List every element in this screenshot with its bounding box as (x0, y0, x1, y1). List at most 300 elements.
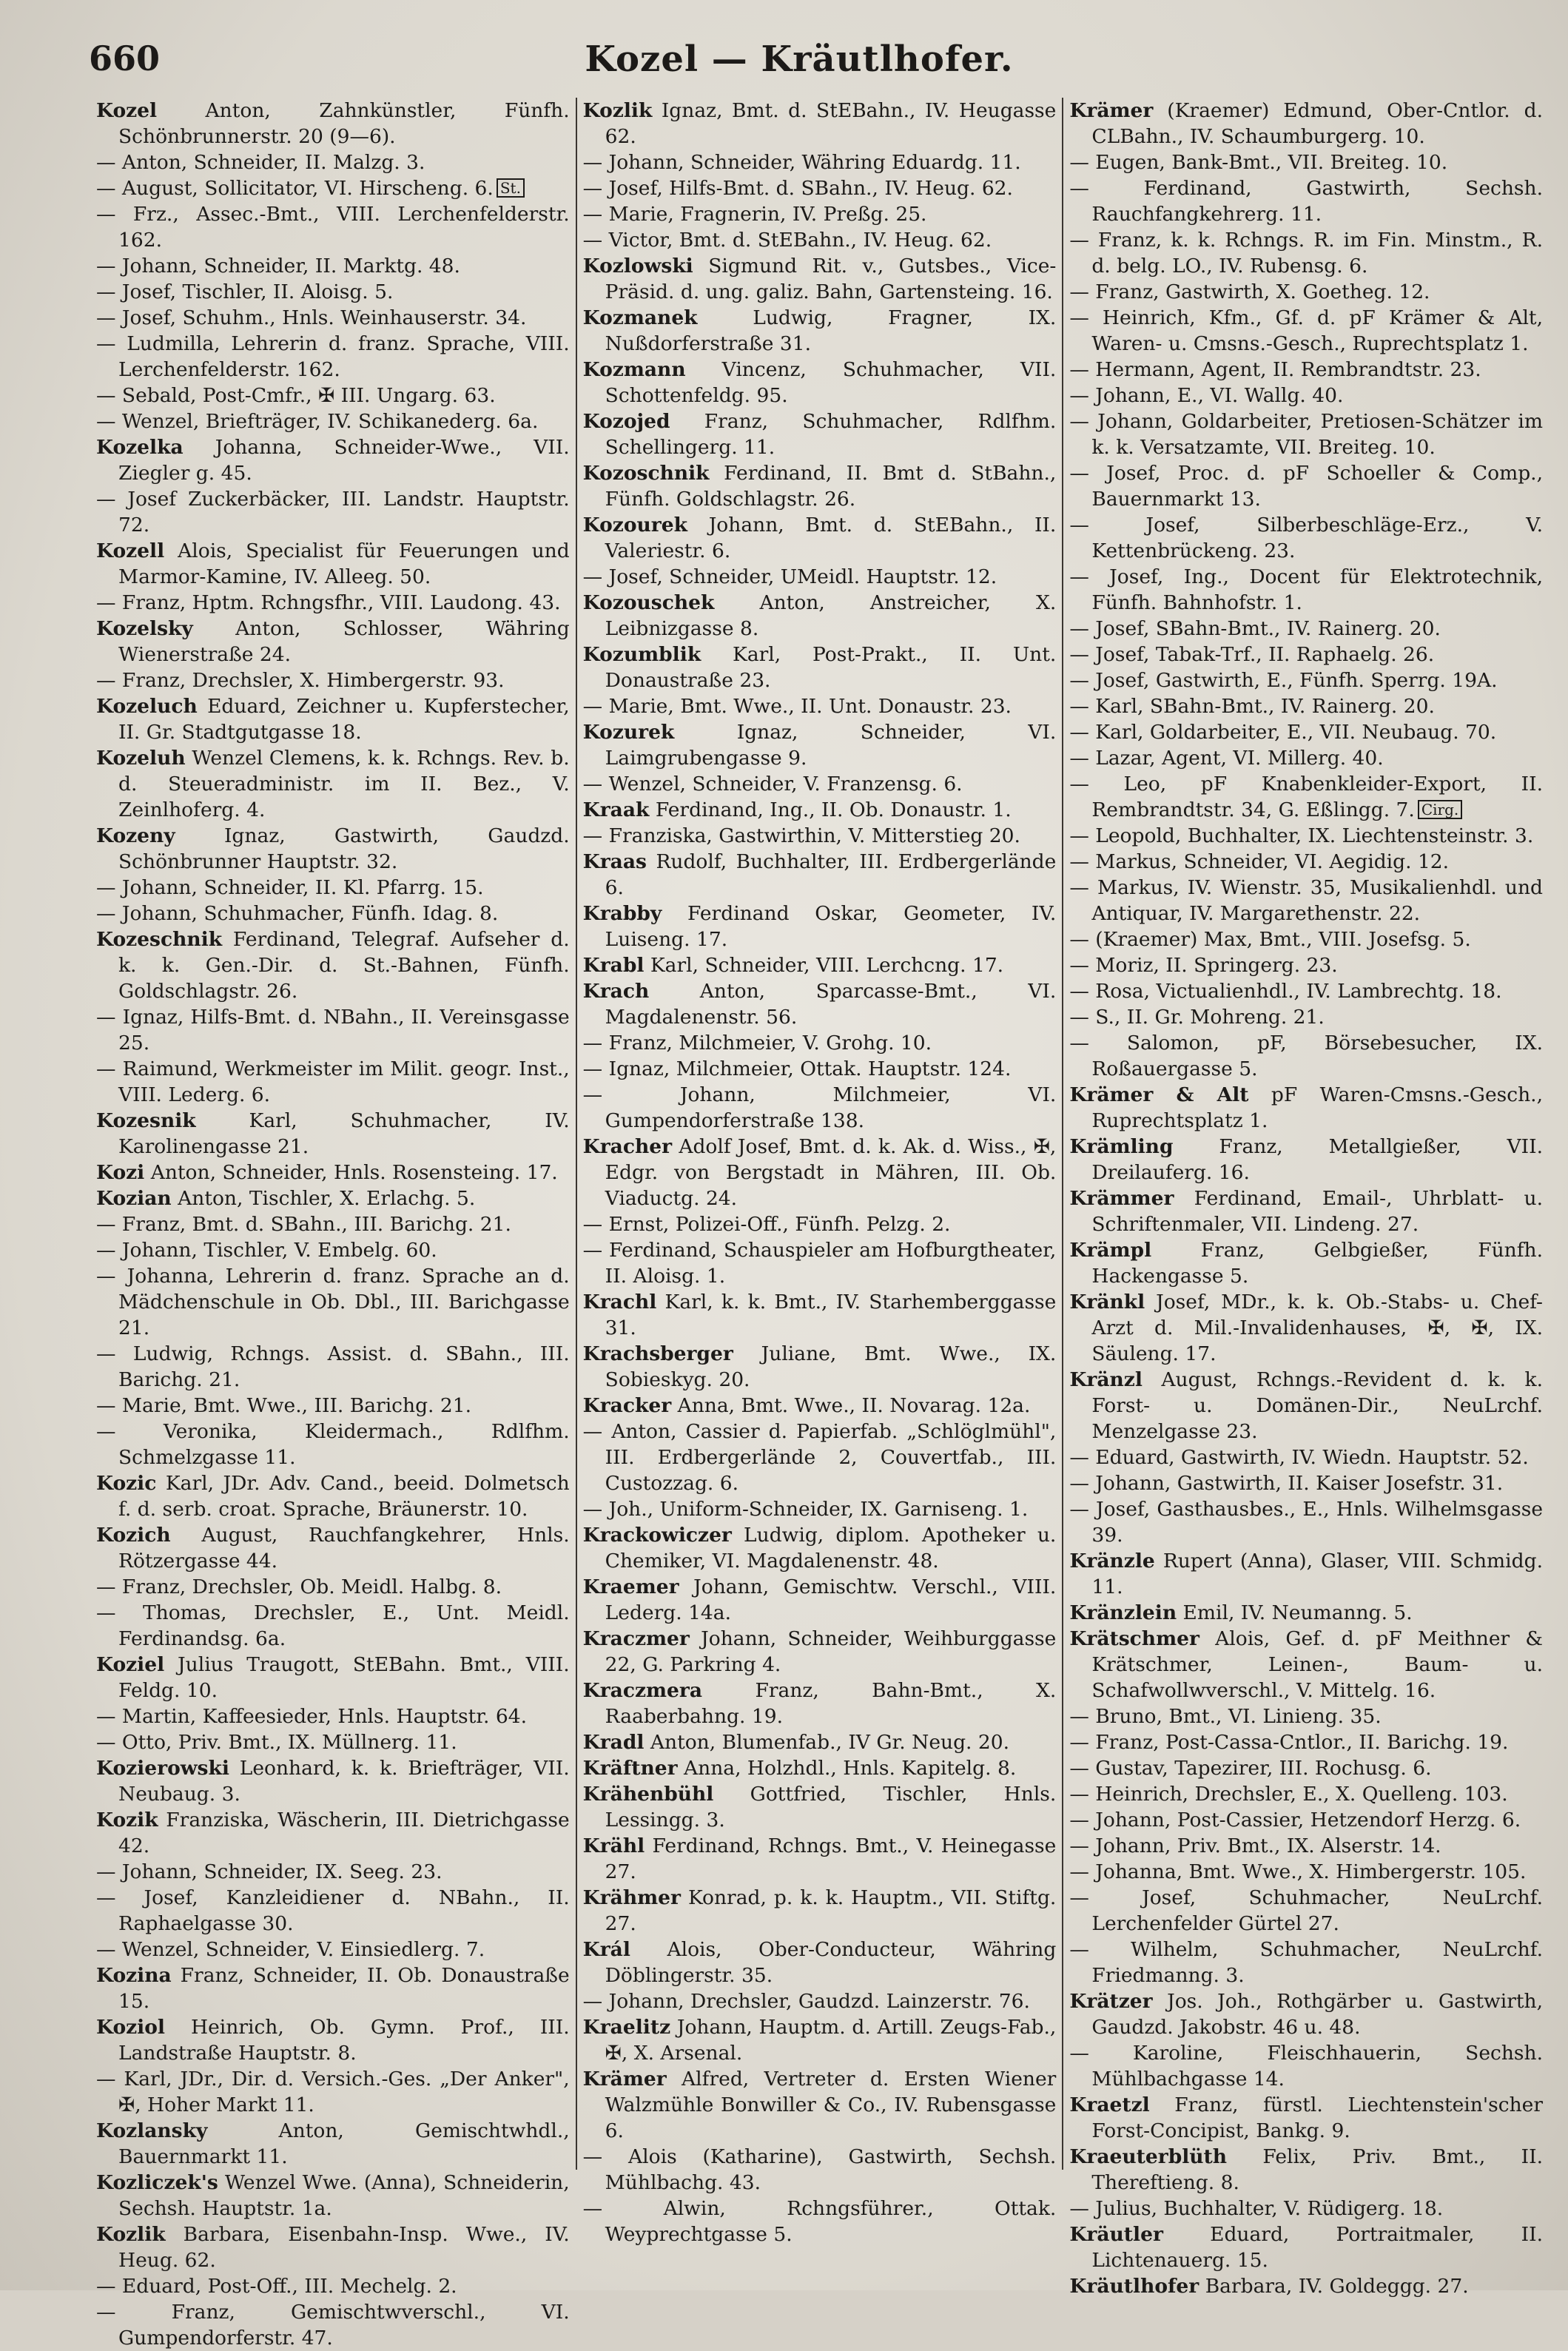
directory-entry (1069, 823, 1543, 849)
entry-details: — Ignaz, Milchmeier, Ottak. Hauptstr. 124. (582, 1057, 1012, 1080)
entry-details: Alfred, Vertreter d. Ersten Wiener Walzmühle Bonwiller & Co., IV. Rubensgasse 6. (605, 2068, 1057, 2142)
entry-surname: Kozich (96, 1524, 171, 1547)
entry-details: Ignaz, Gastwirth, Gaudzd. Schönbrunner Hauptstr. 32. (118, 824, 570, 873)
directory-entry (583, 1729, 1057, 1755)
directory-entry (583, 590, 1057, 642)
directory-entry (96, 1419, 570, 1470)
directory-entry (1069, 1030, 1543, 1082)
directory-entry (1069, 2092, 1543, 2144)
entry-details: — Raimund, Werkmeister im Milit. geogr. Inst., VIII. Lederg. 6. (96, 1057, 570, 1106)
entry-details: — Johann, Priv. Bmt., IX. Alserstr. 14. (1069, 1834, 1441, 1857)
directory-entry (1069, 98, 1543, 149)
directory-entry (1069, 875, 1543, 926)
entry-surname: Kozlowski (582, 255, 693, 278)
entry-details: — Johann, Goldarbeiter, Pretiosen-Schätzer im k. k. Versatzamte, VII. Breiteg. 10. (1069, 410, 1544, 459)
entry-details: — Leo, pF Knabenkleider-Export, II. Rembrandtstr. 34, G. Eßlingg. 7. (1069, 773, 1544, 821)
entry-details: — Gustav, Tapezirer, III. Rochusg. 6. (1069, 1757, 1432, 1780)
directory-entry (96, 538, 570, 590)
directory-entry (583, 1781, 1057, 1833)
entry-surname: Kozeschnik (96, 928, 223, 951)
entry-details: — Lazar, Agent, VI. Millerg. 40. (1069, 747, 1384, 770)
directory-entry (96, 1160, 570, 1185)
directory-entry (96, 2014, 570, 2066)
directory-entry (96, 1522, 570, 1574)
entry-surname: Krabl (582, 954, 645, 977)
entry-details: August, Rauchfangkehrer, Hnls. Rötzergasse 44. (118, 1524, 570, 1573)
directory-entry (96, 667, 570, 693)
directory-entry (583, 1056, 1057, 1082)
directory-entry (1069, 1082, 1543, 1134)
entry-details: — Wilhelm, Schuhmacher, NeuLrchf. Friedmanng. 3. (1069, 1938, 1544, 1987)
entry-surname: Krähmer (582, 1886, 681, 1909)
directory-entry (96, 1185, 570, 1211)
directory-entry (96, 1807, 570, 1859)
entry-details: — Thomas, Drechsler, E., Unt. Meidl. Ferdinandsg. 6a. (96, 1601, 570, 1650)
entry-details: — Karl, Goldarbeiter, E., VII. Neubaug. 70. (1069, 721, 1497, 744)
directory-entry (96, 1885, 570, 1937)
directory-entry (96, 926, 570, 1004)
entry-surname: Kozel (96, 99, 158, 122)
entry-details: — Johann, Schneider, II. Kl. Pfarrg. 15. (96, 876, 484, 899)
directory-entry (1069, 642, 1543, 667)
directory-entry (96, 2170, 570, 2221)
entry-details: — Johann, Tischler, V. Embelg. 60. (96, 1239, 437, 1262)
entry-details: — Veronika, Kleidermach., Rdlfhm. Schmelzgasse 11. (96, 1420, 570, 1469)
entry-surname: Krähl (582, 1834, 645, 1857)
directory-entry (96, 331, 570, 383)
entry-details: Franz, Bahn-Bmt., X. Raaberbahng. 19. (605, 1679, 1057, 1728)
directory-entry (583, 2066, 1057, 2144)
entry-surname: Krackowiczer (582, 1524, 732, 1547)
entry-surname: Kozojed (582, 410, 670, 433)
entry-surname: Kränzle (1069, 1550, 1155, 1573)
entry-details: — Johanna, Bmt. Wwe., X. Himbergerstr. 105. (1069, 1860, 1527, 1883)
directory-entry (96, 1600, 570, 1652)
directory-entry (583, 719, 1057, 771)
entry-details: Anton, Anstreicher, X. Leibnizgasse 8. (605, 591, 1057, 640)
entry-details: Anton, Schlosser, Währing Wienerstraße 24. (118, 617, 570, 666)
entry-details: — Karoline, Fleischhauerin, Sechsh. Mühlbachgasse 14. (1069, 2042, 1544, 2091)
entry-details: Franz, Metallgießer, VII. Dreilauferg. 16. (1091, 1135, 1543, 1184)
entry-details: — Johann, Schuhmacher, Fünfh. Idag. 8. (96, 902, 499, 925)
directory-entry (96, 901, 570, 926)
entry-details: — Alwin, Rchngsführer., Ottak. Weyprechtgasse 5. (582, 2197, 1057, 2246)
directory-entry (1069, 1781, 1543, 1807)
entry-surname: Krähenbühl (582, 1783, 714, 1806)
directory-entry (96, 1859, 570, 1885)
entry-surname: Král (582, 1938, 630, 1961)
entry-surname: Krämling (1069, 1135, 1174, 1158)
entry-details: (Kraemer) Edmund, Ober-Cntlor. d. CLBahn., IV. Schaumburgerg. 10. (1091, 99, 1544, 148)
directory-entry (96, 745, 570, 823)
directory-entry (96, 2221, 570, 2273)
entry-details: Johann, Gemischtw. Verschl., VIII. Lederg. 14a. (605, 1575, 1057, 1624)
directory-entry (1069, 1729, 1543, 1755)
directory-entry (1069, 1470, 1543, 1496)
column-left (96, 98, 570, 2350)
entry-surname: Kozliczek's (96, 2171, 218, 2194)
directory-entry (96, 279, 570, 305)
entry-surname: Koziel (96, 1653, 165, 1676)
entry-surname: Kozesnik (96, 1109, 196, 1132)
entry-details: Konrad, p. k. k. Hauptm., VII. Stiftg. 27. (605, 1886, 1057, 1935)
entry-surname: Kozeny (96, 824, 175, 847)
directory-entry (96, 1237, 570, 1263)
entry-details: — Ferdinand, Gastwirth, Sechsh. Rauchfangkehrerg. 11. (1069, 177, 1544, 226)
directory-entry (96, 1962, 570, 2014)
directory-entry (1069, 2040, 1543, 2092)
entry-surname: Kozierowski (96, 1757, 229, 1780)
entry-surname: Krämer (1069, 99, 1154, 122)
directory-entry (583, 1496, 1057, 1522)
directory-entry (1069, 978, 1543, 1004)
entry-details: Ignaz, Bmt. d. StEBahn., IV. Heugasse 62. (605, 99, 1057, 148)
directory-entry (1069, 616, 1543, 642)
directory-entry (1069, 357, 1543, 383)
entry-surname: Kraeuterblüth (1069, 2145, 1228, 2168)
directory-entry (583, 227, 1057, 253)
directory-entry (583, 1937, 1057, 1988)
directory-entry (96, 693, 570, 745)
directory-entry (96, 1056, 570, 1108)
entry-details: — Josef, Proc. d. pF Schoeller & Comp., Bauernmarkt 13. (1069, 462, 1544, 511)
directory-entry (583, 1393, 1057, 1419)
directory-entry (96, 434, 570, 486)
entry-details: — Heinrich, Kfm., Gf. d. pF Krämer & Alt, Waren- u. Cmsns.-Gesch., Ruprechtsplatz 1. (1069, 306, 1544, 355)
directory-entry (96, 1211, 570, 1237)
entry-surname: Kozelsky (96, 617, 193, 640)
entry-details: — Johann, E., VI. Wallg. 40. (1069, 384, 1344, 407)
entry-details: — Franz, Drechsler, Ob. Meidl. Halbg. 8. (96, 1575, 502, 1598)
directory-entry (583, 305, 1057, 357)
directory-entry (1069, 1833, 1543, 1859)
directory-entry (96, 1652, 570, 1703)
entry-details: — Josef, Gasthausbes., E., Hnls. Wilhelmsgasse 39. (1069, 1498, 1544, 1547)
entry-details: Johann, Bmt. d. StEBahn., II. Valeriestr. 6. (605, 514, 1057, 562)
directory-entry (1069, 1237, 1543, 1289)
entry-details: — Marie, Fragnerin, IV. Preßg. 25. (582, 203, 927, 226)
entry-details: Ludwig, Fragner, IX. Nußdorferstraße 31. (605, 306, 1057, 355)
entry-details: — Martin, Kaffeesieder, Hnls. Hauptstr. 64. (96, 1705, 528, 1728)
directory-entry (96, 1703, 570, 1729)
directory-entry (1069, 745, 1543, 771)
entry-details: — Franz, Hptm. Rchngsfhr., VIII. Laudong. 43. (96, 591, 561, 614)
entry-details: — Franz, Drechsler, X. Himbergerstr. 93. (96, 669, 505, 692)
directory-entry (96, 253, 570, 279)
entry-surname: Krätzer (1069, 1990, 1153, 2013)
entry-details: Heinrich, Ob. Gymn. Prof., III. Landstraße Hauptstr. 8. (118, 2016, 570, 2065)
entry-details: Barbara, IV. Goldeggg. 27. (1205, 2275, 1469, 2298)
entry-surname: Kradl (582, 1731, 645, 1754)
directory-entry (583, 1833, 1057, 1885)
directory-entry (96, 1108, 570, 1160)
directory-entry (583, 149, 1057, 175)
directory-entry (96, 616, 570, 667)
entry-details: Franz, Schuhmacher, Rdlfhm. Schellingerg. 11. (605, 410, 1057, 459)
directory-entry (1069, 1004, 1543, 1030)
entry-details: — Ernst, Polizei-Off., Fünfh. Pelzg. 2. (582, 1213, 951, 1236)
entry-details: — Wenzel, Schneider, V. Einsiedlerg. 7. (96, 1938, 485, 1961)
directory-entry (1069, 2221, 1543, 2273)
entry-details: Adolf Josef, Bmt. d. k. Ak. d. Wiss., ✠, Edgr. von Bergstadt in Mähren, III. Ob. Viaductg. 24. (605, 1135, 1057, 1210)
directory-entry (1069, 719, 1543, 745)
entry-details: Leonhard, k. k. Briefträger, VII. Neubaug. 3. (118, 1757, 570, 1806)
directory-entry (1069, 227, 1543, 279)
entry-surname: Kozlik (96, 2223, 166, 2246)
entry-details: Karl, JDr. Adv. Cand., beeid. Dolmetsch f. d. serb. croat. Sprache, Bräunerstr. 10. (118, 1472, 570, 1521)
directory-entry (1069, 175, 1543, 227)
entry-details: Ferdinand, II. Bmt d. StBahn., Fünfh. Goldschlagstr. 26. (605, 462, 1057, 511)
entry-details: — (Kraemer) Max, Bmt., VIII. Josefsg. 5. (1069, 928, 1471, 951)
entry-details: Jos. Joh., Rothgärber u. Gastwirth, Gaudzd. Jakobstr. 46 u. 48. (1091, 1990, 1544, 2039)
entry-details: Wenzel Clemens, k. k. Rchngs. Rev. b. d. Steueradministr. im II. Bez., V. Zeinlhoferg. 4. (118, 747, 570, 821)
entry-details: — Josef, Schuhmacher, NeuLrchf. Lerchenfelder Gürtel 27. (1069, 1886, 1544, 1935)
entry-details: — Leopold, Buchhalter, IX. Liechtensteinstr. 3. (1069, 824, 1534, 847)
entry-details: — Johann, Schneider, IX. Seeg. 23. (96, 1860, 443, 1883)
directory-entry (96, 1004, 570, 1056)
entry-details: Eduard, Zeichner u. Kupferstecher, II. Gr. Stadtgutgasse 18. (118, 695, 570, 744)
entry-details: — Julius, Buchhalter, V. Rüdigerg. 18. (1069, 2197, 1444, 2220)
entry-details: Franz, fürstl. Liechtenstein'scher Forst-Concipist, Bankg. 9. (1091, 2093, 1543, 2142)
entry-details: Ignaz, Schneider, VI. Laimgrubengasse 9. (605, 721, 1057, 770)
entry-surname: Kozlansky (96, 2119, 208, 2142)
directory-entry (583, 849, 1057, 901)
entry-details: Wenzel Wwe. (Anna), Schneiderin, Sechsh. Hauptstr. 1a. (118, 2171, 570, 2220)
entry-details: — Salomon, pF, Börsebesucher, IX. Roßauergasse 5. (1069, 1032, 1544, 1080)
entry-surname: Kozic (96, 1472, 157, 1495)
directory-entry (583, 1988, 1057, 2014)
entry-details: Barbara, Eisenbahn-Insp. Wwe., IV. Heug. 62. (118, 2223, 570, 2272)
entry-details: Eduard, Portraitmaler, II. Lichtenauerg. 15. (1091, 2223, 1544, 2272)
directory-entry (583, 1289, 1057, 1341)
entry-surname: Kozmanek (582, 306, 698, 329)
entry-details: Ferdinand Oskar, Geometer, IV. Luiseng. 17. (605, 902, 1057, 951)
directory-entry (96, 1574, 570, 1600)
directory-entry (1069, 1807, 1543, 1833)
entry-details: — Josef, Hilfs-Bmt. d. SBahn., IV. Heug. 62. (582, 177, 1013, 200)
entry-details: — Franz, k. k. Rchngs. R. im Fin. Minstm., R. d. belg. LO., IV. Rubensg. 6. (1069, 229, 1544, 278)
directory-entry (1069, 771, 1543, 823)
directory-entry (583, 1341, 1057, 1393)
entry-details: — Ludmilla, Lehrerin d. franz. Sprache, VIII. Lerchenfelderstr. 162. (96, 332, 570, 381)
entry-details: Johann, Schneider, Weihburggasse 22, G. Parkring 4. (605, 1627, 1057, 1676)
entry-details: Ferdinand, Email-, Uhrblatt- u. Schriftenmaler, VII. Lindeng. 27. (1091, 1187, 1544, 1236)
entry-details: — Eugen, Bank-Bmt., VII. Breiteg. 10. (1069, 151, 1448, 174)
entry-surname: Krämmer (1069, 1187, 1174, 1210)
entry-surname: Kraas (582, 850, 647, 873)
directory-entry (583, 1211, 1057, 1237)
directory-entry (96, 1263, 570, 1341)
directory-entry (1069, 2273, 1543, 2299)
directory-entry (1069, 1496, 1543, 1548)
entry-details: Ferdinand, Rchngs. Bmt., V. Heinegasse 27. (605, 1834, 1057, 1883)
directory-entry (96, 823, 570, 875)
directory-entry (96, 201, 570, 253)
entry-details: — Ignaz, Hilfs-Bmt. d. NBahn., II. Vereinsgasse 25. (96, 1006, 570, 1055)
entry-details: Anton, Tischler, X. Erlachg. 5. (178, 1187, 476, 1210)
entry-stamp: St. (497, 178, 525, 198)
entry-details: — Josef, Kanzleidiener d. NBahn., II. Raphaelgasse 30. (96, 1886, 570, 1935)
entry-details: — Wenzel, Schneider, V. Franzensg. 6. (582, 773, 963, 796)
directory-entry (583, 952, 1057, 978)
entry-details: Karl, k. k. Bmt., IV. Starhemberggasse 31. (605, 1291, 1057, 1339)
entry-surname: Kozian (96, 1187, 172, 1210)
directory-entry (1069, 1444, 1543, 1470)
entry-details: — Josef, SBahn-Bmt., IV. Rainerg. 20. (1069, 617, 1441, 640)
entry-surname: Kozelka (96, 436, 184, 459)
directory-entry (583, 1755, 1057, 1781)
entry-surname: Kozlik (582, 99, 653, 122)
directory-entry (583, 460, 1057, 512)
column-middle (582, 98, 1057, 2246)
directory-entry (96, 408, 570, 434)
directory-entry (96, 2299, 570, 2351)
directory-entry (583, 1237, 1057, 1289)
entry-surname: Krachl (582, 1291, 657, 1314)
directory-entry (96, 149, 570, 175)
entry-surname: Kränzl (1069, 1368, 1143, 1391)
directory-entry (1069, 383, 1543, 408)
directory-entry (583, 98, 1057, 149)
entry-surname: Kräutlhofer (1069, 2275, 1199, 2298)
directory-entry (583, 201, 1057, 227)
entry-details: pF Waren-Cmsns.-Gesch., Ruprechtsplatz 1. (1091, 1083, 1544, 1132)
directory-entry (583, 175, 1057, 201)
directory-entry (583, 978, 1057, 1030)
directory-entry (1069, 1703, 1543, 1729)
entry-surname: Krabby (582, 902, 662, 925)
entry-surname: Kozumblik (582, 643, 701, 666)
entry-details: Franziska, Wäscherin, III. Dietrichgasse 42. (118, 1809, 570, 1857)
entry-surname: Kozoschnik (582, 462, 710, 485)
entry-details: Anton, Schneider, Hnls. Rosensteing. 17. (150, 1161, 558, 1184)
entry-details: — Marie, Bmt. Wwe., II. Unt. Donaustr. 23. (582, 695, 1012, 718)
entry-surname: Kraelitz (582, 2016, 671, 2039)
directory-entry (96, 383, 570, 408)
entry-surname: Kraak (582, 798, 650, 821)
entry-details: — Marie, Bmt. Wwe., III. Barichg. 21. (96, 1394, 472, 1417)
entry-stamp: Cirg. (1418, 800, 1462, 819)
directory-entry (96, 1341, 570, 1393)
entry-details: Anna, Holzhdl., Hnls. Kapitelg. 8. (684, 1757, 1017, 1780)
directory-entry (1069, 564, 1543, 616)
entry-details: Sigmund Rit. v., Gutsbes., Vice-Präsid. d. ung. galiz. Bahn, Gartensteing. 16. (605, 255, 1057, 303)
directory-entry (1069, 1859, 1543, 1885)
directory-entry (583, 1134, 1057, 1211)
directory-entry (1069, 2144, 1543, 2196)
entry-details: Karl, Schneider, VIII. Lerchcng. 17. (650, 954, 1004, 977)
column-right (1069, 98, 1544, 2298)
entry-details: — Josef, Tabak-Trf., II. Raphaelg. 26. (1069, 643, 1435, 666)
entry-surname: Kraczmer (582, 1627, 690, 1650)
directory-entry (583, 357, 1057, 408)
entry-surname: Kozmann (582, 358, 686, 381)
entry-surname: Kozourek (582, 514, 687, 537)
directory-entry (96, 2066, 570, 2118)
entry-surname: Krämer (582, 2068, 667, 2091)
directory-entry (583, 1626, 1057, 1678)
entry-details: — Franz, Gemischtwverschl., VI. Gumpendorferstr. 47. (96, 2301, 570, 2350)
directory-entry (1069, 305, 1543, 357)
entry-details: — Josef, Schuhm., Hnls. Weinhauserstr. 34. (96, 306, 527, 329)
entry-details: Gottfried, Tischler, Hnls. Lessingg. 3. (605, 1783, 1057, 1832)
directory-entry (96, 875, 570, 901)
directory-entry (1069, 1755, 1543, 1781)
directory-entry (583, 1885, 1057, 1937)
entry-details: — Karl, SBahn-Bmt., IV. Rainerg. 20. (1069, 695, 1435, 718)
entry-details: Rudolf, Buchhalter, III. Erdbergerlände 6. (605, 850, 1057, 899)
entry-details: — Otto, Priv. Bmt., IX. Müllnerg. 11. (96, 1731, 457, 1754)
directory-entry (1069, 1626, 1543, 1703)
entry-details: — Josef, Ing., Docent für Elektrotechnik, Fünfh. Bahnhofstr. 1. (1069, 565, 1544, 614)
entry-details: Juliane, Bmt. Wwe., IX. Sobieskyg. 20. (605, 1342, 1057, 1391)
entry-columns (96, 98, 1544, 2350)
directory-entry (1069, 667, 1543, 693)
directory-entry (583, 823, 1057, 849)
directory-entry (583, 1419, 1057, 1496)
directory-entry (583, 1678, 1057, 1729)
entry-details: Karl, Post-Prakt., II. Unt. Donaustraße 23. (605, 643, 1057, 692)
directory-entry (583, 2196, 1057, 2247)
directory-entry (96, 1393, 570, 1419)
entry-details: — S., II. Gr. Mohreng. 21. (1069, 1006, 1325, 1029)
entry-surname: Krämer & Alt (1069, 1083, 1249, 1106)
entry-details: Johanna, Schneider-Wwe., VII. Ziegler g. 45. (118, 436, 570, 485)
entry-details: Ferdinand, Ing., II. Ob. Donaustr. 1. (655, 798, 1012, 821)
directory-entry (583, 1574, 1057, 1626)
entry-details: Josef, MDr., k. k. Ob.-Stabs- u. Chef-Arzt d. Mil.-Invalidenhauses, ✠, ✠, IX. Säuleng. 17. (1091, 1291, 1544, 1365)
entry-surname: Kozouschek (582, 591, 715, 614)
entry-surname: Kraemer (582, 1575, 679, 1598)
entry-details: — Sebald, Post-Cmfr., ✠ III. Ungarg. 63. (96, 384, 496, 407)
directory-entry (583, 797, 1057, 823)
entry-details: — Anton, Schneider, II. Malzg. 3. (96, 151, 425, 174)
entry-details: — Franz, Post-Cassa-Cntlor., II. Barichg. 19. (1069, 1731, 1509, 1754)
entry-details: — Anton, Cassier d. Papierfab. „Schlöglmühl", III. Erdbergerlände 2, Couvertfab., III. Custozzag. 6. (582, 1420, 1057, 1495)
entry-surname: Kraczmera (582, 1679, 703, 1702)
entry-details: — Josef Zuckerbäcker, III. Landstr. Hauptstr. 72. (96, 488, 570, 537)
entry-surname: Kozik (96, 1809, 158, 1832)
directory-entry (583, 2144, 1057, 2196)
entry-details: Rupert (Anna), Glaser, VIII. Schmidg. 11. (1091, 1550, 1543, 1598)
directory-entry (1069, 460, 1543, 512)
entry-details: — Franz, Milchmeier, V. Grohg. 10. (582, 1032, 932, 1055)
directory-entry (583, 1522, 1057, 1574)
entry-surname: Kozeluch (96, 695, 198, 718)
directory-entry (583, 1082, 1057, 1134)
directory-entry (96, 1470, 570, 1522)
entry-details: — Josef, Silberbeschläge-Erz., V. Kettenbrückeng. 23. (1069, 514, 1544, 562)
entry-details: — Johann, Schneider, Währing Eduardg. 11. (582, 151, 1021, 174)
page-number: 660 (89, 38, 161, 78)
entry-details: — Joh., Uniform-Schneider, IX. Garniseng. 1. (582, 1498, 1029, 1521)
entry-surname: Kracker (582, 1394, 672, 1417)
entry-details: — Johann, Milchmeier, VI. Gumpendorferstraße 138. (582, 1083, 1057, 1132)
directory-entry (1069, 1548, 1543, 1600)
directory-entry (96, 1937, 570, 1962)
entry-surname: Kräftner (582, 1757, 678, 1780)
entry-details: — Josef, Gastwirth, E., Fünfh. Sperrg. 19A. (1069, 669, 1498, 692)
entry-details: — Ferdinand, Schauspieler am Hofburgtheater, II. Aloisg. 1. (582, 1239, 1057, 1288)
directory-entry (96, 305, 570, 331)
directory-entry (583, 901, 1057, 952)
entry-details: Franz, Schneider, II. Ob. Donaustraße 15. (118, 1964, 570, 2013)
running-title: Kozel — Kräutlhofer. (585, 38, 1014, 80)
entry-details: — Wenzel, Briefträger, IV. Schikanederg. 6a. (96, 410, 539, 433)
entry-surname: Krach (582, 980, 650, 1003)
directory-entry (96, 1729, 570, 1755)
directory-entry (96, 2118, 570, 2170)
